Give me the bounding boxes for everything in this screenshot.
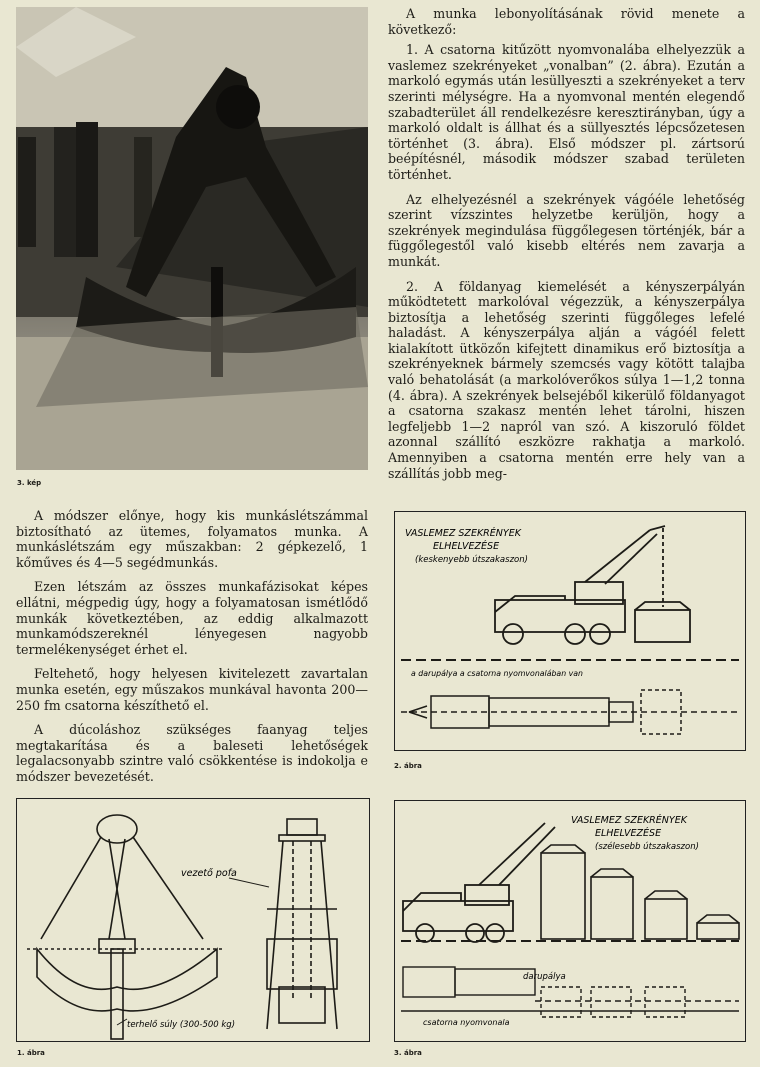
- advantage-paragraph: A módszer előnye, hogy kis munkáslétszámmal biztosítható az ütemes, folyamatos munka. A munkáslétszám egy műszakban: 2 gépkezelő, 1 kőműves és 4—5 segédmunkás.: [16, 508, 368, 570]
- left-column-text: [16, 508, 368, 785]
- fig1-grab-side-view: [267, 819, 337, 1029]
- figure-1-box: [16, 798, 370, 1042]
- fig2-caption: 2. ábra: [394, 762, 422, 770]
- fig1-label-weight: terhelő súly (300-500 kg): [127, 1020, 236, 1030]
- fig3-caption: 3. ábra: [394, 1049, 422, 1057]
- intro-paragraph: A munka lebonyolításának rövid menete a következő:: [388, 6, 745, 37]
- fig2-plan-view: [401, 690, 739, 734]
- photo-caption: 3. kép: [17, 479, 42, 487]
- figure-3-box: [394, 800, 746, 1042]
- fig3-label-track: darupálya: [523, 972, 566, 982]
- photo-drawing: [16, 7, 368, 470]
- fig3-subtitle: (szélesebb útszakaszon): [595, 842, 699, 852]
- output-paragraph: Feltehető, hogy helyesen kivitelezett zavartalan munka esetén, egy műszakos munkával havonta 200—250 fm csatorna készíthető el.: [16, 666, 368, 713]
- placement-paragraph: Az elhelyezésnél a szekrények vágóéle lehetőség szerint vízszintes helyzetbe kerüljön, hogy a szekrények megindulása függőlegesen történjék, bár a függőlegestől való kisebb eltérés nem zavarja a munkát.: [388, 191, 745, 269]
- fig2-title-line2: ELHELVEZÉSE: [433, 541, 500, 552]
- step-2-paragraph: 2. A földanyag kiemelését a kényszerpályán működtetett markolóval végezzük, a kényszerpálya biztosítja a lehetőség szerinti függőleges lefelé haladást. A kényszerpálya alján a vágóél felett kialakított ütközőn kifejtett dinamikus erő biztosítja a szekrényeknek bármely szemcsés vagy kötött talajba való behatolását (a markolóverőkos súlya 1—1,2 tonna (4. ábra). A szekrények belsejéből kikerülő földanyagot a csatorna szakasz mentén lehet tárolni, hiszen legfeljebb 1—2 napról van szó. A kiszoruló földet azonnal szállító eszközre rakhatja a markoló. Amennyiben a csatorna mentén erre hely van a szállítás jobb meg-: [388, 278, 745, 481]
- savings-paragraph: A dúcoláshoz szükséges faanyag teljes megtakarítása és a baleseti lehetőségek legalacsonyabb szintre való csökkentése is indokolja e módszer bevezetését.: [16, 722, 368, 784]
- figure-2-drawing: [395, 512, 745, 750]
- figure-3-drawing: [395, 801, 745, 1041]
- fig3-plan-view: [401, 967, 739, 1017]
- fig2-subtitle: (keskenyebb útszakaszon): [415, 555, 528, 565]
- fig3-title-line2: ELHELVEZÉSE: [595, 828, 662, 839]
- figure-1-drawing: [17, 799, 369, 1041]
- staff-paragraph: Ezen létszám az összes munkafázisokat képes ellátni, mégpedig úgy, hogy a folyamatosan ismétlődő munkák következtében, az eddig alkalmazott munkamódszereknél lényegesen nagyobb termelékenységet érhet el.: [16, 579, 368, 657]
- fig1-label-guide: vezető pofa: [181, 868, 237, 879]
- fig3-label-route: csatorna nyomvonala: [423, 1018, 510, 1027]
- fig3-title-line1: VASLEMEZ SZEKRÉNYEK: [571, 815, 687, 826]
- fig1-caption: 1. ábra: [17, 1049, 45, 1057]
- fig3-crane-truck: [403, 823, 555, 942]
- excavator-grab-photo: [16, 7, 368, 470]
- fig2-title-line1: VASLEMEZ SZEKRÉNYEK: [405, 528, 521, 539]
- fig3-shafts: [541, 845, 739, 939]
- step-1-paragraph: 1. A csatorna kitűzött nyomvonalába elhelyezzük a vaslemez szekrényeket „vonalban” (2. ábra). Ezután a markoló egymás után lesüllyeszti a szekrényeket a terv szerinti mélységre. Ha a nyomvonal mentén elegendő szabadterület áll rendelkezésre keresztirányban, úgy a markoló oldalt is állhat és a süllyesztés lépcsőzetesen történhet (3. ábra). Első módszer pl. zártsorú beépítésnél, második módszer szabad területen történhet.: [388, 42, 745, 182]
- figure-2-box: [394, 511, 746, 751]
- fig2-crane-truck: [495, 526, 690, 644]
- fig1-grab-front-view: [27, 815, 222, 1039]
- right-column-text: [388, 6, 745, 481]
- fig2-note: a darupálya a csatorna nyomvonalában van: [411, 669, 583, 678]
